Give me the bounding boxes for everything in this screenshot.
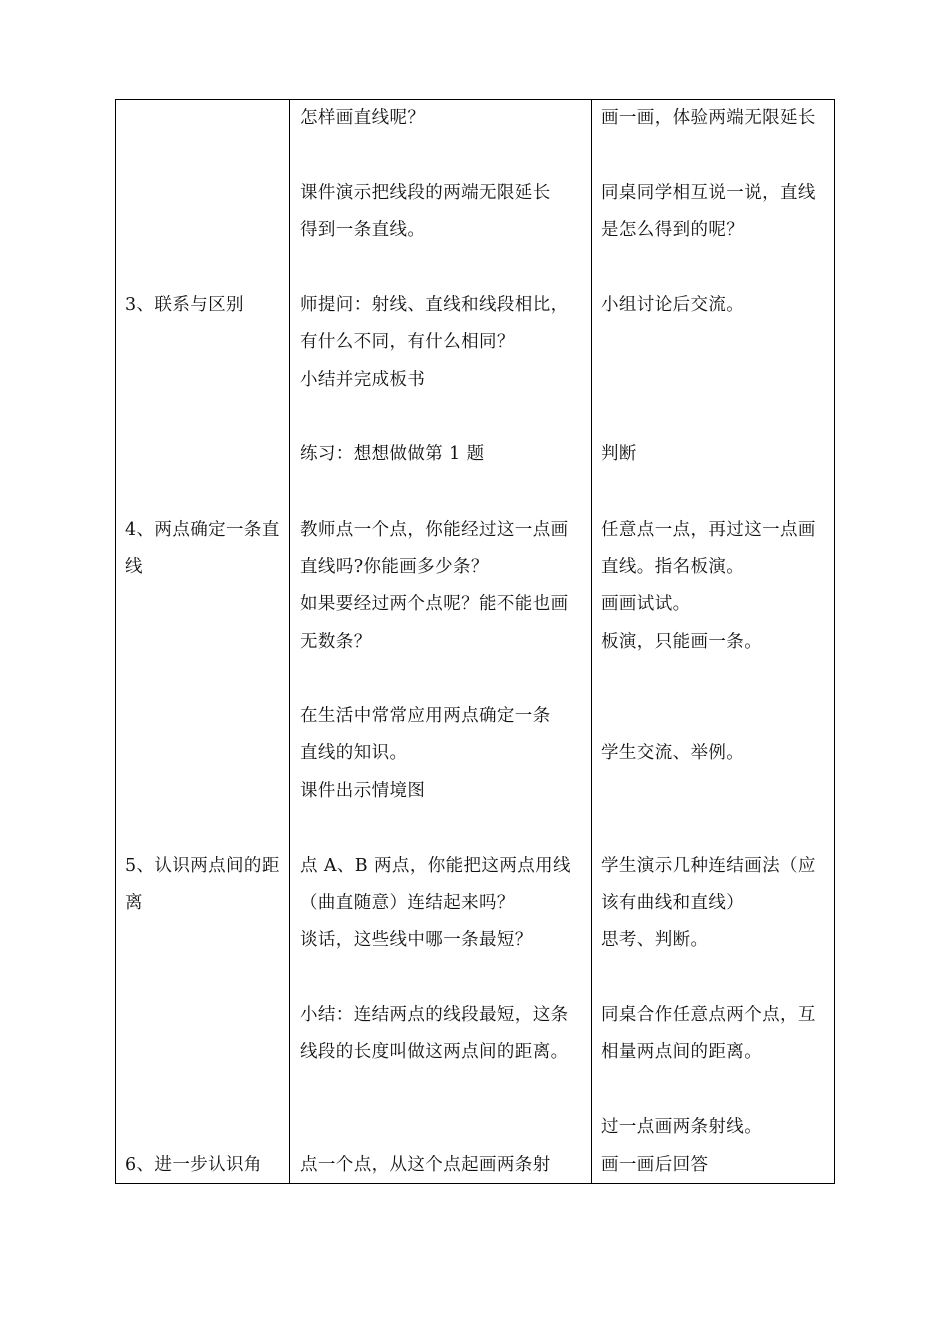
step-heading: 6、进一步认识角	[125, 1155, 262, 1175]
student-text: 板演，只能画一条。	[601, 632, 763, 652]
student-text: 画一画，体验两端无限延长	[601, 108, 816, 128]
step-heading: 5、认识两点间的距	[125, 856, 280, 876]
teacher-text: 点一个点，从这个点起画两条射	[300, 1155, 551, 1175]
student-text: 小组讨论后交流。	[601, 295, 745, 315]
teacher-text: 谈话，这些线中哪一条最短？	[300, 930, 533, 950]
student-text: 思考、判断。	[601, 930, 709, 950]
student-text: 任意点一点，再过这一点画	[601, 520, 816, 540]
teacher-text: 小结：连结两点的线段最短，这条	[300, 1005, 569, 1025]
column-divider	[591, 100, 592, 1183]
student-text: 学生交流、举例。	[601, 743, 745, 763]
teacher-text: 怎样画直线呢？	[300, 108, 426, 128]
teacher-text: 小结并完成板书	[300, 370, 426, 390]
teacher-text: 直线的知识。	[300, 743, 408, 763]
column-divider	[289, 100, 290, 1183]
lesson-plan-table	[115, 99, 835, 1184]
teacher-text: 得到一条直线。	[300, 220, 426, 240]
step-heading: 离	[125, 893, 143, 913]
teacher-text: 直线吗?你能画多少条？	[300, 557, 489, 577]
student-text: 同桌合作任意点两个点，互	[601, 1005, 816, 1025]
teacher-text: 练习：想想做做第 1 题	[300, 444, 485, 464]
student-text: 学生演示几种连结画法（应	[601, 856, 816, 876]
teacher-text: 线段的长度叫做这两点间的距离。	[300, 1042, 569, 1062]
student-text: 画一画后回答	[601, 1155, 709, 1175]
teacher-text: 无数条？	[300, 632, 372, 652]
teacher-text: 课件演示把线段的两端无限延长	[300, 183, 551, 203]
student-text: 画画试试。	[601, 594, 691, 614]
student-text: 相量两点间的距离。	[601, 1042, 763, 1062]
student-text: 是怎么得到的呢？	[601, 220, 745, 240]
teacher-text: 有什么不同，有什么相同？	[300, 332, 515, 352]
teacher-text: 如果要经过两个点呢？能不能也画	[300, 594, 569, 614]
teacher-text: 教师点一个点，你能经过这一点画	[300, 520, 569, 540]
teacher-text: 点 A、B 两点，你能把这两点用线	[300, 856, 571, 876]
student-text: 同桌同学相互说一说，直线	[601, 183, 816, 203]
student-text: 过一点画两条射线。	[601, 1117, 763, 1137]
teacher-text: 师提问：射线、直线和线段相比，	[300, 295, 569, 315]
teacher-text: 在生活中常常应用两点确定一条	[300, 706, 551, 726]
step-heading: 线	[125, 557, 143, 577]
student-text: 该有曲线和直线）	[601, 893, 745, 913]
teacher-text: （曲直随意）连结起来吗？	[300, 893, 515, 913]
step-heading: 3、联系与区别	[125, 295, 244, 315]
student-text: 判断	[601, 444, 637, 464]
student-text: 直线。指名板演。	[601, 557, 745, 577]
teacher-text: 课件出示情境图	[300, 781, 426, 801]
step-heading: 4、两点确定一条直	[125, 520, 280, 540]
